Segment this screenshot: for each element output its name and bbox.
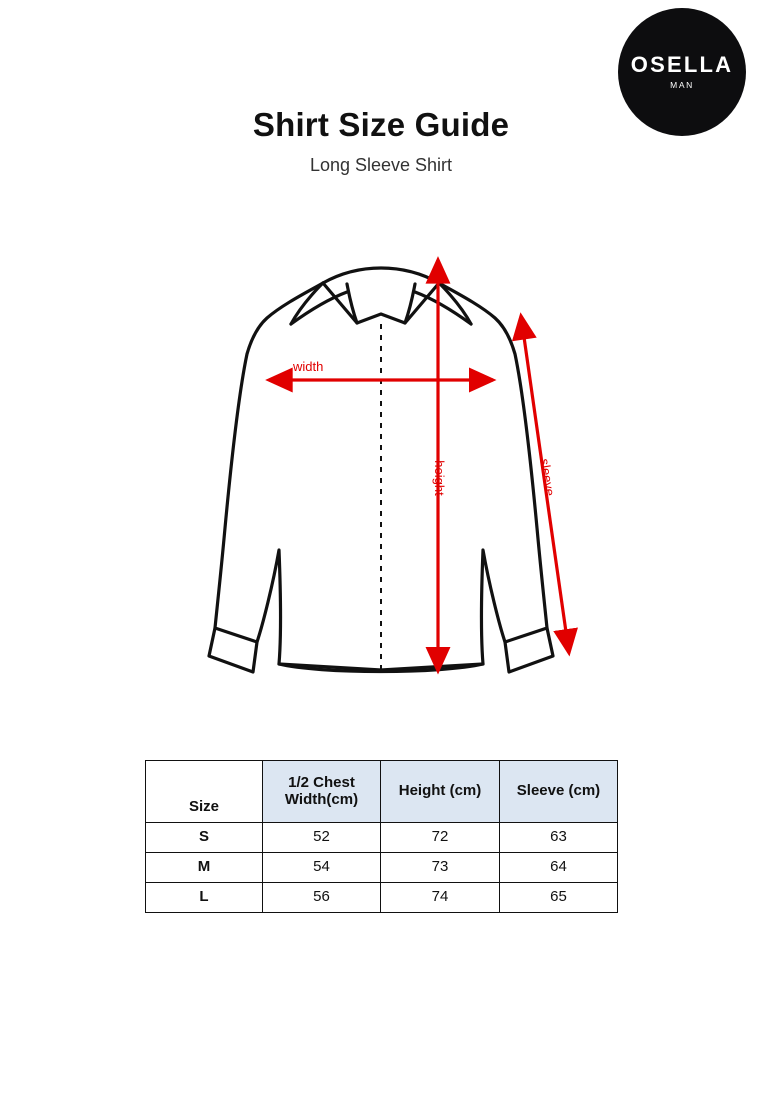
page-title: Shirt Size Guide <box>252 106 510 143</box>
cell-sleeve: 65 <box>500 883 618 913</box>
cell-size: L <box>146 883 263 913</box>
cell-height: 72 <box>381 823 500 853</box>
cell-height: 73 <box>381 853 500 883</box>
size-table <box>145 760 618 913</box>
table-row <box>146 853 618 883</box>
header-chest-width <box>263 761 381 823</box>
cell-chest: 56 <box>263 883 381 913</box>
page-subtitle: Long Sleeve Shirt <box>309 155 453 176</box>
cell-size: S <box>146 823 263 853</box>
table-header-row <box>146 761 618 823</box>
table-row <box>146 883 618 913</box>
sleeve-label: sleeve <box>537 457 558 498</box>
table-row <box>146 823 618 853</box>
header-block <box>0 104 762 177</box>
shirt-diagram <box>0 228 762 698</box>
height-label: height <box>432 460 447 496</box>
brand-sub-label: MAN <box>670 80 694 91</box>
header-chest-line1: 1/2 Chest <box>288 773 355 791</box>
shirt-illustration-svg <box>171 228 591 698</box>
cell-chest: 54 <box>263 853 381 883</box>
cell-sleeve: 64 <box>500 853 618 883</box>
header-sleeve: Sleeve (cm) <box>500 761 618 823</box>
brand-name: OSELLA <box>630 52 734 78</box>
cell-height: 74 <box>381 883 500 913</box>
cell-sleeve: 63 <box>500 823 618 853</box>
header-height: Height (cm) <box>381 761 500 823</box>
cell-chest: 52 <box>263 823 381 853</box>
size-chart <box>145 760 617 913</box>
cell-size: M <box>146 853 263 883</box>
header-size: Size <box>146 761 263 823</box>
width-label: width <box>293 359 324 374</box>
header-chest-line2: Width(cm) <box>284 790 359 808</box>
